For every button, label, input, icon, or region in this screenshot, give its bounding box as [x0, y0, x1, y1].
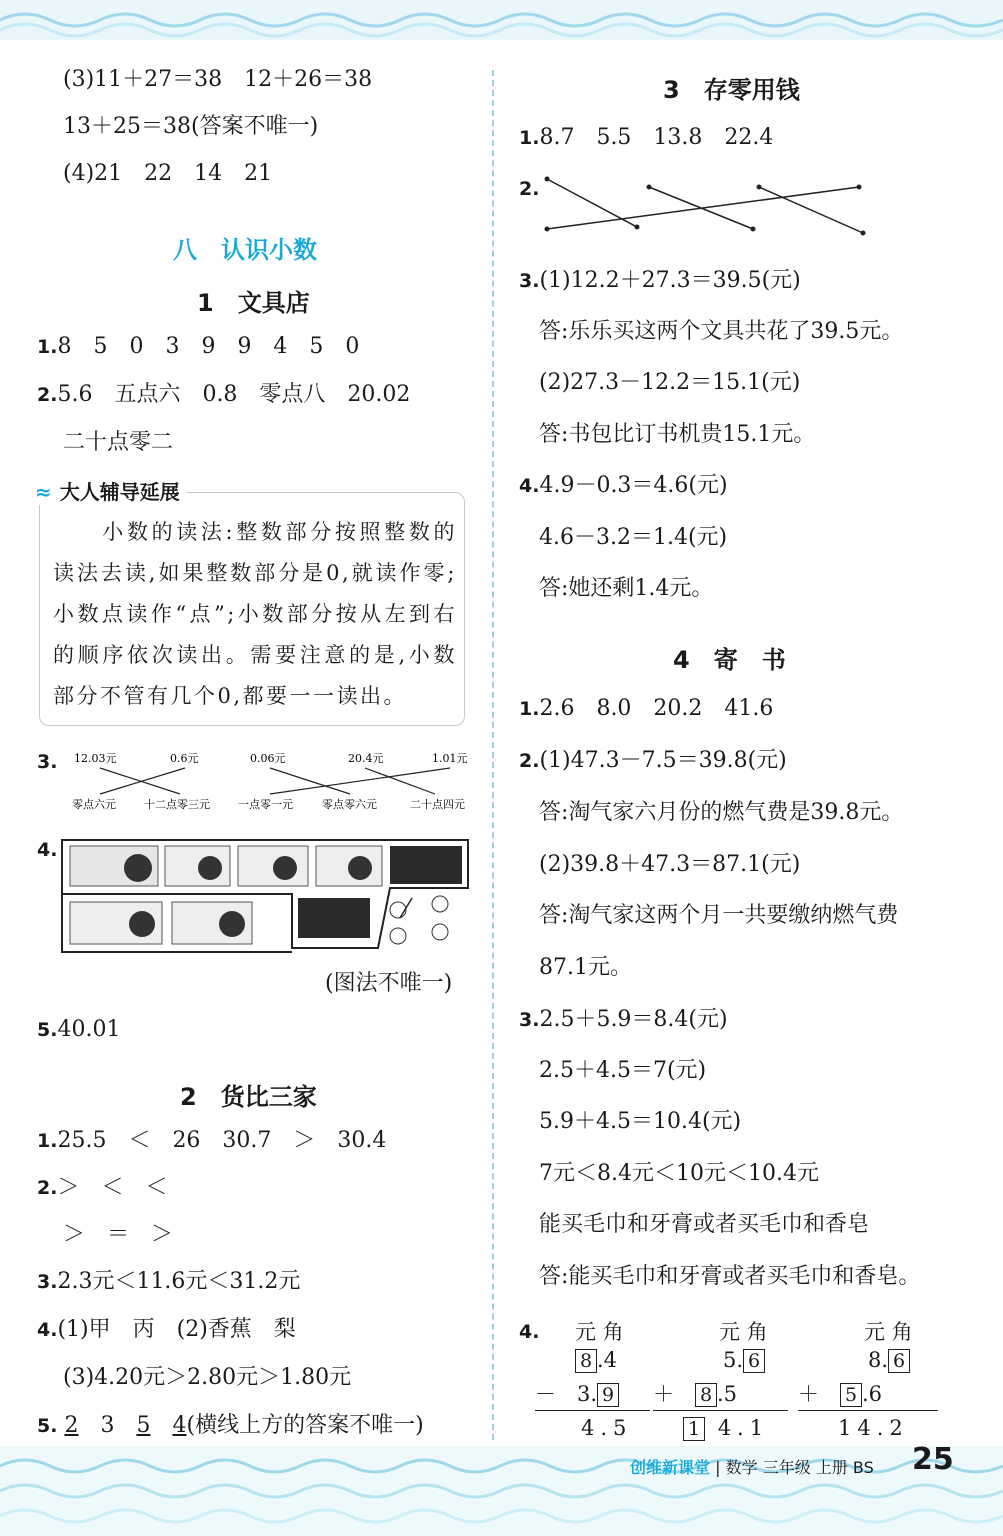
question-number: 5.	[37, 1415, 58, 1437]
blank-answer: 3	[100, 1413, 115, 1438]
answer-line: 答:淘气家这两个月一共要缴纳燃气费	[539, 903, 899, 928]
chapter-title: 八 认识小数	[173, 236, 317, 264]
answer-line: (2)39.8＋47.3＝87.1(元)	[539, 852, 801, 877]
answer-line: 答:她还剩1.4元。	[539, 576, 714, 601]
question-number: 2.	[519, 750, 540, 772]
answer-text: 40.01	[57, 1017, 121, 1042]
answer-box: 8	[575, 1349, 597, 1373]
question-4	[519, 472, 728, 500]
question-1	[37, 333, 359, 361]
question-5	[37, 1016, 120, 1044]
answer-line: 13＋25＝38(答案不唯一)	[63, 114, 319, 139]
answer-line: 4.6－3.2＝1.4(元)	[539, 525, 728, 550]
figure-note: (图法不唯一)	[325, 971, 453, 996]
subject: 数学	[725, 1458, 758, 1477]
calc-header: 元 角	[575, 1320, 624, 1344]
question-1	[519, 124, 773, 152]
match-bottom-label: 一点零一元	[238, 798, 293, 811]
question-number: 2.	[37, 384, 58, 406]
blank-answer: 4	[172, 1413, 187, 1438]
guide-text: 小数的读法:整数部分按照整数的读法去读,如果整数部分是0,就读作零;小数点读作“点”;小数部分按从左到右的顺序依次读出。需要注意的是,小数部分不管有几个0,都要一一读出。	[53, 520, 457, 708]
question-number: 4.	[519, 475, 540, 497]
match-top-label: 0.06元	[250, 752, 286, 765]
page-number: 25	[912, 1442, 954, 1477]
blank-answer: 2	[64, 1413, 79, 1438]
calc-operand: 8 .4	[575, 1346, 617, 1374]
question-number: 4.	[519, 1321, 540, 1343]
column-divider	[492, 70, 494, 1440]
question-2	[37, 381, 410, 409]
top-wave-decoration	[0, 0, 1003, 40]
question-number: 5.	[37, 1019, 58, 1041]
answer-note: (横线上方的答案不唯一)	[186, 1413, 424, 1438]
question-number: 1.	[37, 336, 58, 358]
answer-text: 2.3元＜11.6元＜31.2元	[57, 1269, 301, 1294]
question-number: 1.	[519, 698, 540, 720]
match-bottom-label: 十二点零三元	[144, 798, 210, 811]
answer-box: 6	[743, 1349, 765, 1373]
answer-line: (3)11＋27＝38 12＋26＝38	[63, 67, 373, 92]
calc-rule	[535, 1410, 650, 1411]
calc-rule	[798, 1410, 938, 1411]
answer-line: 答:书包比订书机贵15.1元。	[539, 422, 816, 447]
calc-operand: 5. 6	[723, 1346, 765, 1374]
question-number: 2.	[37, 1177, 58, 1199]
question-number: 4.	[37, 1319, 58, 1341]
calc-result: 4.5	[581, 1416, 633, 1440]
question-number: 3.	[37, 751, 58, 773]
calc-operand: － 3. 9	[535, 1380, 619, 1408]
match-top-label: 0.6元	[170, 752, 199, 765]
question-number: 1.	[519, 127, 540, 149]
question-1	[519, 695, 773, 723]
answer-line: 答:能买毛巾和牙膏或者买毛巾和香皂。	[539, 1264, 921, 1289]
calc-rule	[653, 1410, 788, 1411]
answer-text: ＞ ＜ ＜	[57, 1175, 168, 1200]
section-title: 2 货比三家	[180, 1083, 317, 1111]
question-2	[519, 747, 787, 775]
answer-box: 8	[695, 1383, 717, 1407]
matching-diagram-q3	[60, 748, 480, 813]
question-number: 3.	[519, 1009, 540, 1031]
calc-result: 1 4.1	[683, 1414, 769, 1442]
answer-text: (1)12.2＋27.3＝39.5(元)	[539, 268, 801, 293]
answer-box: 5	[840, 1383, 862, 1407]
calc-operand: ＋ 5 .6	[798, 1382, 883, 1406]
calc-header: 元 角	[864, 1320, 913, 1344]
money-grouping-figure	[60, 836, 470, 954]
answer-text: 4.9－0.3＝4.6(元)	[539, 473, 728, 498]
match-bottom-label: 二十点四元	[410, 798, 465, 811]
wave-icon: ≈	[35, 480, 52, 504]
answer-box: 1	[683, 1417, 705, 1441]
brand-name: 创维新课堂	[630, 1458, 711, 1477]
section-title: 1 文具店	[197, 289, 310, 317]
answer-text: 2.5＋5.9＝8.4(元)	[539, 1007, 728, 1032]
section-title: 3 存零用钱	[663, 76, 800, 104]
answer-text: 8 5 0 3 9 9 4 5 0	[57, 334, 360, 359]
question-4	[37, 1316, 296, 1344]
question-number: 1.	[37, 1130, 58, 1152]
calc-result: 14.2	[838, 1416, 909, 1440]
answer-line: 2.5＋4.5＝7(元)	[539, 1058, 707, 1083]
question-3	[519, 1006, 728, 1034]
answer-line: (3)4.20元＞2.80元＞1.80元	[63, 1365, 352, 1390]
answer-line: ＞ ＝ ＞	[63, 1222, 174, 1247]
match-bottom-label: 零点六元	[72, 798, 116, 811]
match-top-label: 12.03元	[74, 752, 117, 765]
answer-line: 7元＜8.4元＜10元＜10.4元	[539, 1161, 819, 1186]
question-3	[37, 1268, 300, 1296]
volume: 上册	[815, 1458, 848, 1477]
answer-text: 25.5 ＜ 26 30.7 ＞ 30.4	[57, 1128, 387, 1153]
guide-heading	[35, 476, 186, 505]
question-number: 2.	[519, 178, 540, 200]
page-footer	[630, 1455, 874, 1478]
answer-text: 2.6 8.0 20.2 41.6	[539, 696, 774, 721]
answer-line: (4)21 22 14 21	[63, 161, 273, 186]
answer-text: (1)甲 丙 (2)香蕉 梨	[57, 1317, 296, 1342]
footer-separator: |	[715, 1458, 721, 1477]
answer-line: 二十点零二	[63, 430, 174, 455]
question-1	[37, 1127, 386, 1155]
question-3	[519, 267, 801, 295]
match-bottom-label: 零点零六元	[322, 798, 377, 811]
question-number: 3.	[519, 270, 540, 292]
answer-line: 答:淘气家六月份的燃气费是39.8元。	[539, 800, 904, 825]
calc-header: 元 角	[719, 1320, 768, 1344]
match-top-label: 1.01元	[432, 752, 468, 765]
calc-operand: 8. 6	[868, 1346, 910, 1374]
question-5	[37, 1412, 424, 1440]
answer-text: 8.7 5.5 13.8 22.4	[539, 125, 774, 150]
question-number: 3.	[37, 1271, 58, 1293]
question-2	[37, 1174, 167, 1202]
answer-line: (2)27.3－12.2＝15.1(元)	[539, 370, 801, 395]
answer-line: 5.9＋4.5＝10.4(元)	[539, 1109, 742, 1134]
edition: BS	[852, 1458, 874, 1477]
answer-box: 6	[888, 1349, 910, 1373]
answer-box: 9	[597, 1383, 619, 1407]
answer-line: 答:乐乐买这两个文具共花了39.5元。	[539, 319, 904, 344]
guide-title: 大人辅导延展	[59, 480, 180, 504]
match-top-label: 20.4元	[348, 752, 384, 765]
answer-line: 87.1元。	[539, 955, 632, 980]
answer-text: (1)47.3－7.5＝39.8(元)	[539, 748, 787, 773]
answer-line: 能买毛巾和牙膏或者买毛巾和香皂	[539, 1212, 870, 1237]
grade: 三年级	[762, 1458, 811, 1477]
calc-operand: ＋ 8 .5	[653, 1382, 738, 1406]
question-number: 4.	[37, 839, 58, 861]
answer-text: 5.6 五点六 0.8 零点八 20.02	[57, 382, 411, 407]
blank-answer: 5	[136, 1413, 151, 1438]
section-title: 4 寄 书	[673, 646, 786, 674]
matching-lines-q2	[543, 175, 873, 240]
